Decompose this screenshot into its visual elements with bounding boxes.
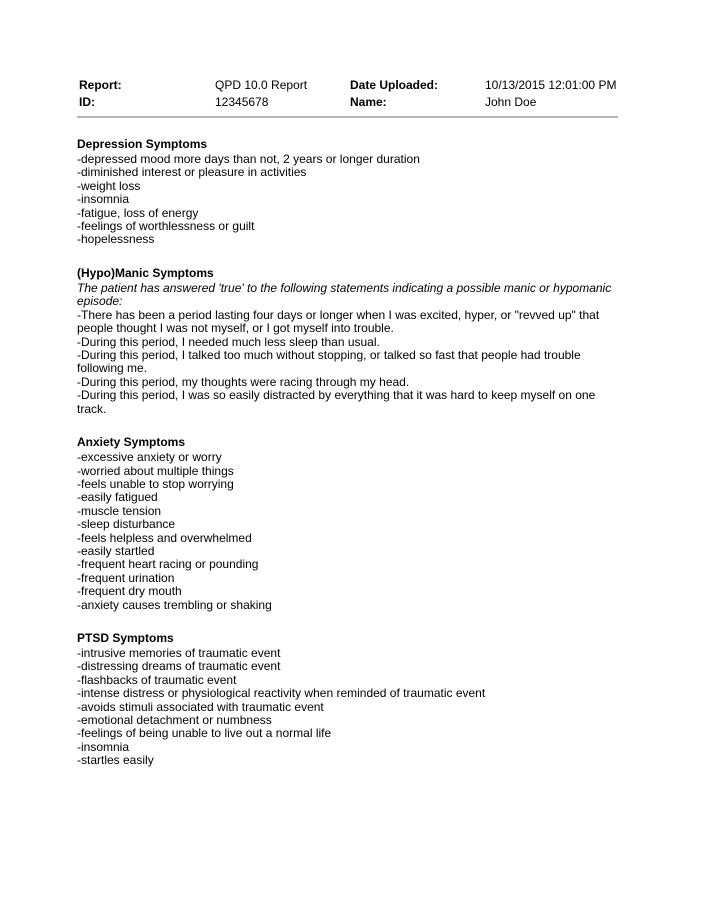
anxiety-title: Anxiety Symptoms bbox=[77, 435, 186, 450]
manic-section bbox=[77, 266, 622, 416]
list-item: -During this period, I was so easily distracted by everything that it was hard to keep myself on one track. bbox=[77, 388, 596, 416]
list-item: -hopelessness bbox=[77, 232, 155, 247]
list-item: -intrusive memories of traumatic event bbox=[77, 645, 281, 660]
id-label: ID: bbox=[79, 95, 95, 109]
ptsd-section bbox=[77, 631, 622, 768]
list-item: -distressing dreams of traumatic event bbox=[77, 659, 281, 674]
depression-title: Depression Symptoms bbox=[77, 137, 208, 151]
name-label: Name: bbox=[350, 95, 387, 109]
report-label: Report: bbox=[79, 78, 122, 92]
depression-section bbox=[77, 137, 622, 247]
ptsd-title: PTSD Symptoms bbox=[77, 630, 174, 645]
list-item: -excessive anxiety or worry bbox=[77, 450, 222, 465]
list-item: -easily startled bbox=[77, 543, 155, 558]
list-item: -feelings of worthlessness or guilt bbox=[77, 219, 255, 234]
list-item: -flashbacks of traumatic event bbox=[77, 672, 237, 687]
header-row-report bbox=[79, 77, 619, 94]
manic-list bbox=[77, 309, 622, 416]
list-item: -During this period, I talked too much without stopping, or talked so fast that people had trouble following me. bbox=[77, 348, 581, 376]
list-item: -frequent urination bbox=[77, 570, 175, 585]
report-header bbox=[79, 77, 619, 111]
report-content bbox=[77, 137, 622, 787]
manic-title: (Hypo)Manic Symptoms bbox=[77, 265, 214, 280]
name-value: John Doe bbox=[485, 95, 537, 109]
manic-intro: The patient has answered 'true' to the following statements indicating a possible manic or hypomanic episode: bbox=[77, 280, 612, 309]
list-item: -worried about multiple things bbox=[77, 463, 234, 478]
list-item: -fatigue, loss of energy bbox=[77, 205, 199, 220]
list-item: -feelings of being unable to live out a normal life bbox=[77, 726, 332, 741]
list-item: -startles easily bbox=[77, 753, 154, 768]
anxiety-list bbox=[77, 451, 622, 612]
list-item: -During this period, my thoughts were racing through my head. bbox=[77, 374, 410, 389]
list-item: -feels unable to stop worrying bbox=[77, 476, 234, 491]
date-uploaded-label: Date Uploaded: bbox=[350, 78, 439, 92]
report-value: QPD 10.0 Report bbox=[215, 78, 308, 92]
list-item: -diminished interest or pleasure in activities bbox=[77, 165, 307, 180]
list-item: -weight loss bbox=[77, 178, 141, 193]
list-item: -anxiety causes trembling or shaking bbox=[77, 597, 272, 612]
header-divider bbox=[77, 116, 618, 118]
anxiety-section bbox=[77, 435, 622, 612]
list-item: -During this period, I needed much less sleep than usual. bbox=[77, 334, 380, 349]
list-item: -sleep disturbance bbox=[77, 517, 176, 532]
list-item: -insomnia bbox=[77, 192, 130, 207]
list-item: -frequent dry mouth bbox=[77, 584, 182, 599]
list-item: -There has been a period lasting four days or longer when I was excited, hyper, or "revved up" that people thought I was not myself, or I got myself into trouble. bbox=[77, 307, 600, 336]
list-item: -easily fatigued bbox=[77, 490, 158, 505]
date-uploaded-value: 10/13/2015 12:01:00 PM bbox=[485, 78, 617, 92]
header-row-id bbox=[79, 94, 619, 111]
list-item: -feels helpless and overwhelmed bbox=[77, 530, 252, 545]
list-item: -muscle tension bbox=[77, 503, 162, 518]
depression-list bbox=[77, 153, 622, 247]
list-item: -depressed mood more days than not, 2 years or longer duration bbox=[77, 152, 420, 166]
list-item: -frequent heart racing or pounding bbox=[77, 557, 259, 572]
ptsd-list bbox=[77, 647, 622, 768]
id-value: 12345678 bbox=[215, 95, 269, 109]
list-item: -intense distress or physiological reactivity when reminded of traumatic event bbox=[77, 686, 486, 701]
list-item: -insomnia bbox=[77, 739, 130, 754]
list-item: -avoids stimuli associated with traumatic event bbox=[77, 699, 324, 714]
list-item: -emotional detachment or numbness bbox=[77, 713, 272, 727]
